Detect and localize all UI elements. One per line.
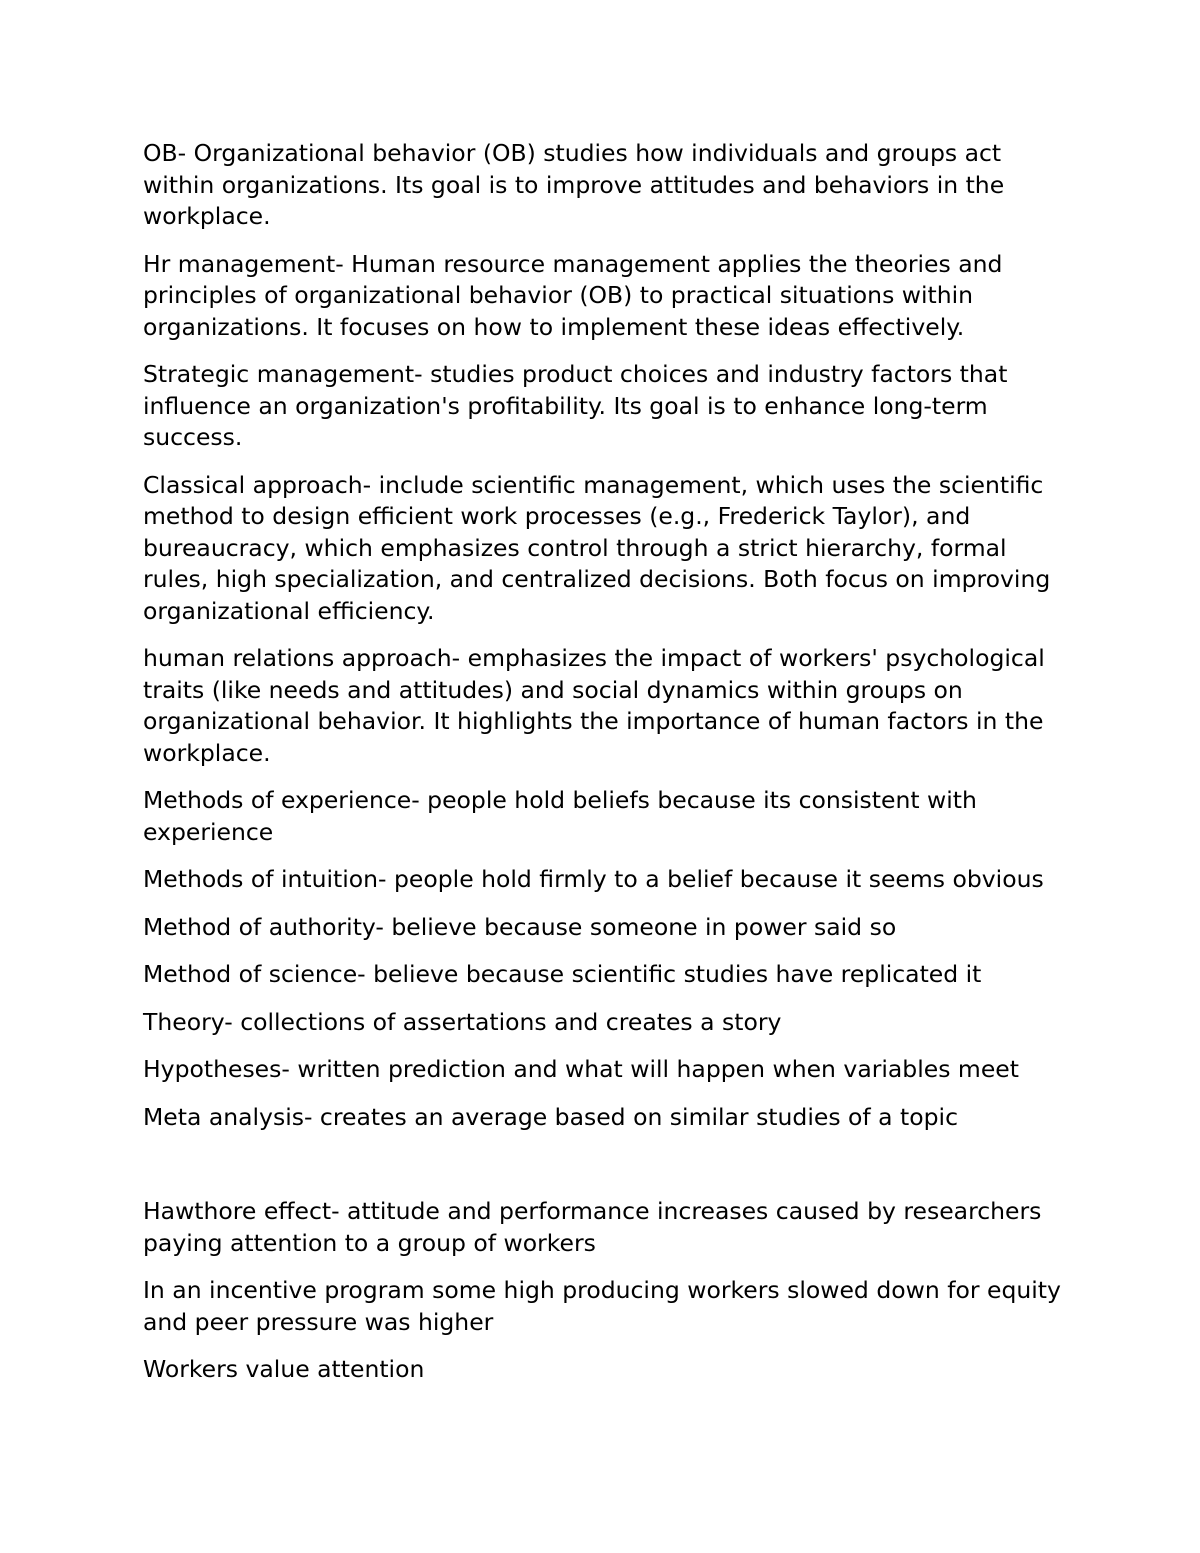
paragraph-human-relations-approach: human relations approach- emphasizes the impact of workers' psychological traits (like needs and attitudes) and social dynamics within groups on organizational behavior. It highlights the importance of human factors in the workplace. (143, 644, 1045, 767)
paragraph-method-of-science: Method of science- believe because scientific studies have replicated it (143, 960, 982, 988)
paragraph-strategic-management: Strategic management- studies product choices and industry factors that influence an organization's profitability. Its goal is to enhance long-term success. (143, 360, 1008, 451)
paragraph-method-of-authority: Method of authority- believe because someone in power said so (143, 912, 897, 941)
paragraph-ob: OB- Organizational behavior (OB) studies how individuals and groups act within organizations. Its goal is to improve attitudes and behaviors in the workplace. (143, 139, 1005, 230)
paragraph-classical-approach: Classical approach- include scientific management, which uses the scientific method to design efficient work processes (e.g., Frederick Taylor), and bureaucracy, which emphasizes control through a strict hierarchy, formal rules, high specialization, and centralized decisions. Both focus on improving organizational efficiency. (143, 470, 1051, 625)
paragraph-hawthore-effect: Hawthore effect- attitude and performance increases caused by researchers paying attention to a group of workers (143, 1197, 1042, 1257)
paragraph-hr-management: Hr management- Human resource management applies the theories and principles of organizational behavior (OB) to practical situations within organizations. It focuses on how to implement these ideas effectively. (143, 249, 1003, 341)
paragraph-meta-analysis: Meta analysis- creates an average based on similar studies of a topic (143, 1102, 958, 1131)
paragraph-hypotheses: Hypotheses- written prediction and what will happen when variables meet (143, 1055, 1019, 1083)
blank-line (143, 1149, 1063, 1196)
paragraph-methods-of-intuition: Methods of intuition- people hold firmly to a belief because it seems obvious (143, 865, 1044, 893)
document-body (143, 138, 1063, 1402)
paragraph-workers-value-attention: Workers value attention (143, 1355, 425, 1383)
paragraph-incentive-program: In an incentive program some high producing workers slowed down for equity and peer pressure was higher (143, 1276, 1061, 1336)
paragraph-theory: Theory- collections of assertations and creates a story (143, 1007, 782, 1036)
paragraph-methods-of-experience: Methods of experience- people hold beliefs because its consistent with experience (143, 786, 977, 846)
